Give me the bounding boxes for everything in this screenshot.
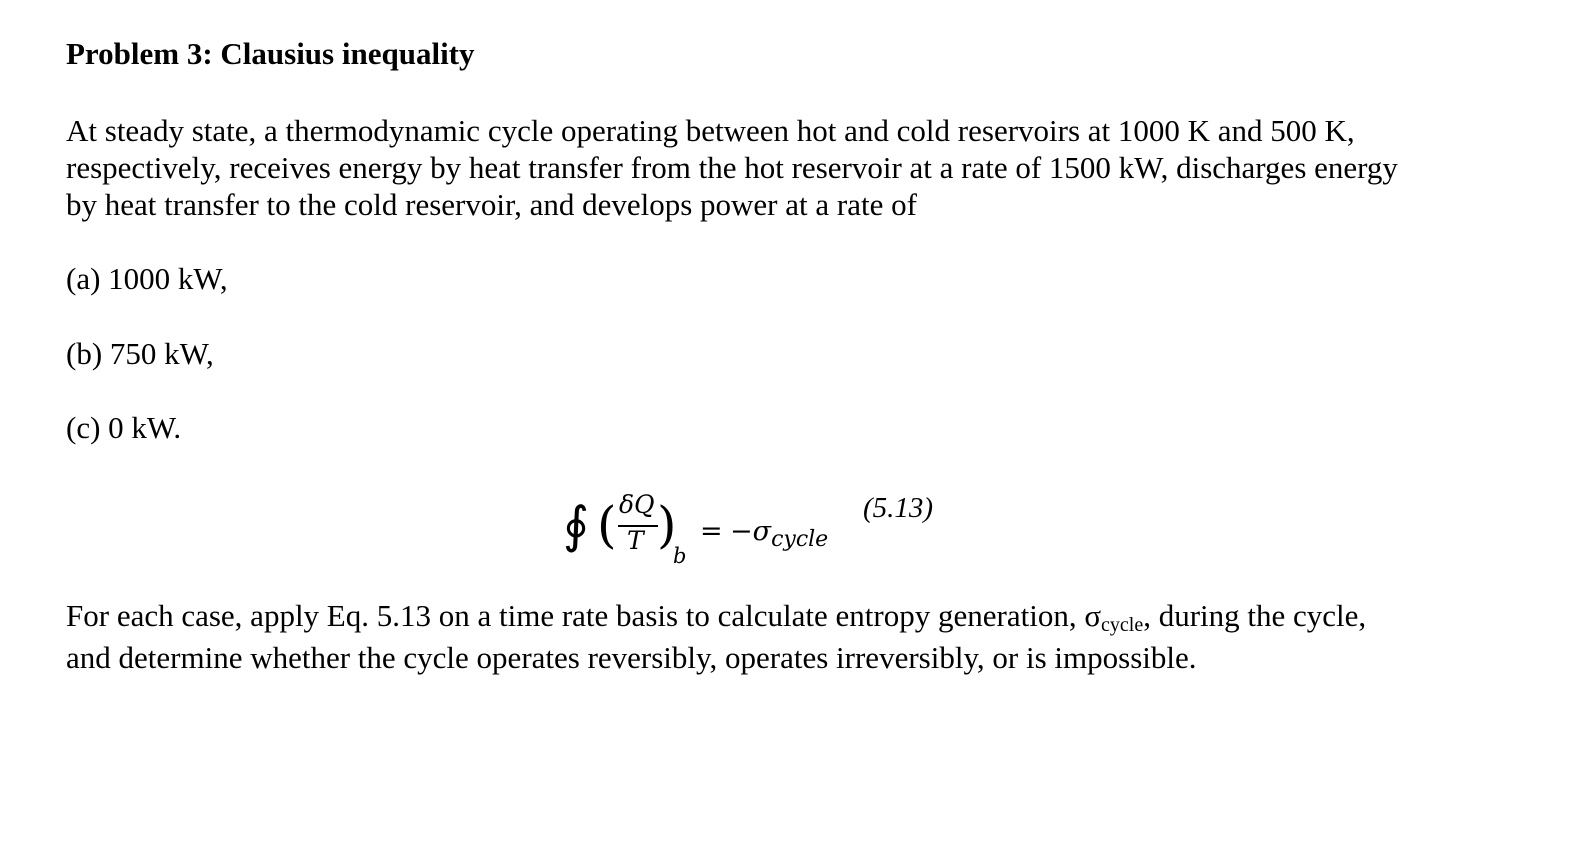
problem-title: Problem 3: Clausius inequality — [66, 36, 475, 71]
right-paren: ) — [657, 496, 677, 554]
sigma-subscript: cycle — [771, 527, 829, 552]
equals-sign: = — [700, 516, 723, 547]
case-c: (c) 0 kW. — [66, 410, 182, 445]
sigma-cycle-subscript: cycle — [1101, 614, 1144, 636]
equation-number: (5.13) — [863, 492, 934, 524]
boundary-subscript: b — [673, 544, 687, 568]
statement-line: respectively, receives energy by heat transfer from the hot reservoir at a rate of 1500 kW, discharges energy — [66, 150, 1398, 185]
sigma-symbol: σ — [752, 516, 772, 547]
instruction-line — [66, 597, 1486, 639]
instruction-line: and determine whether the cycle operates reversibly, operates irreversibly, or is impossible. — [66, 640, 1197, 675]
fraction-denominator: T — [627, 526, 644, 555]
instruction-text: , during the cycle, — [1143, 598, 1367, 633]
instruction-text: For each case, apply Eq. 5.13 on a time rate basis to calculate entropy generation, σ — [66, 598, 1102, 633]
contour-integral-symbol: ∮ — [563, 496, 590, 554]
fraction-numerator: δQ — [619, 490, 655, 519]
clausius-equation — [563, 486, 963, 576]
problem-statement — [66, 112, 1486, 223]
left-paren: ( — [597, 496, 617, 554]
case-b: (b) 750 kW, — [66, 336, 214, 371]
minus-sign: − — [730, 516, 753, 547]
case-a: (a) 1000 kW, — [66, 261, 228, 296]
statement-line: At steady state, a thermodynamic cycle operating between hot and cold reservoirs at 1000 K and 500 K, — [66, 113, 1355, 148]
closing-instructions — [66, 597, 1486, 676]
equation-rhs — [730, 516, 829, 552]
statement-line: by heat transfer to the cold reservoir, and develops power at a rate of — [66, 187, 917, 222]
